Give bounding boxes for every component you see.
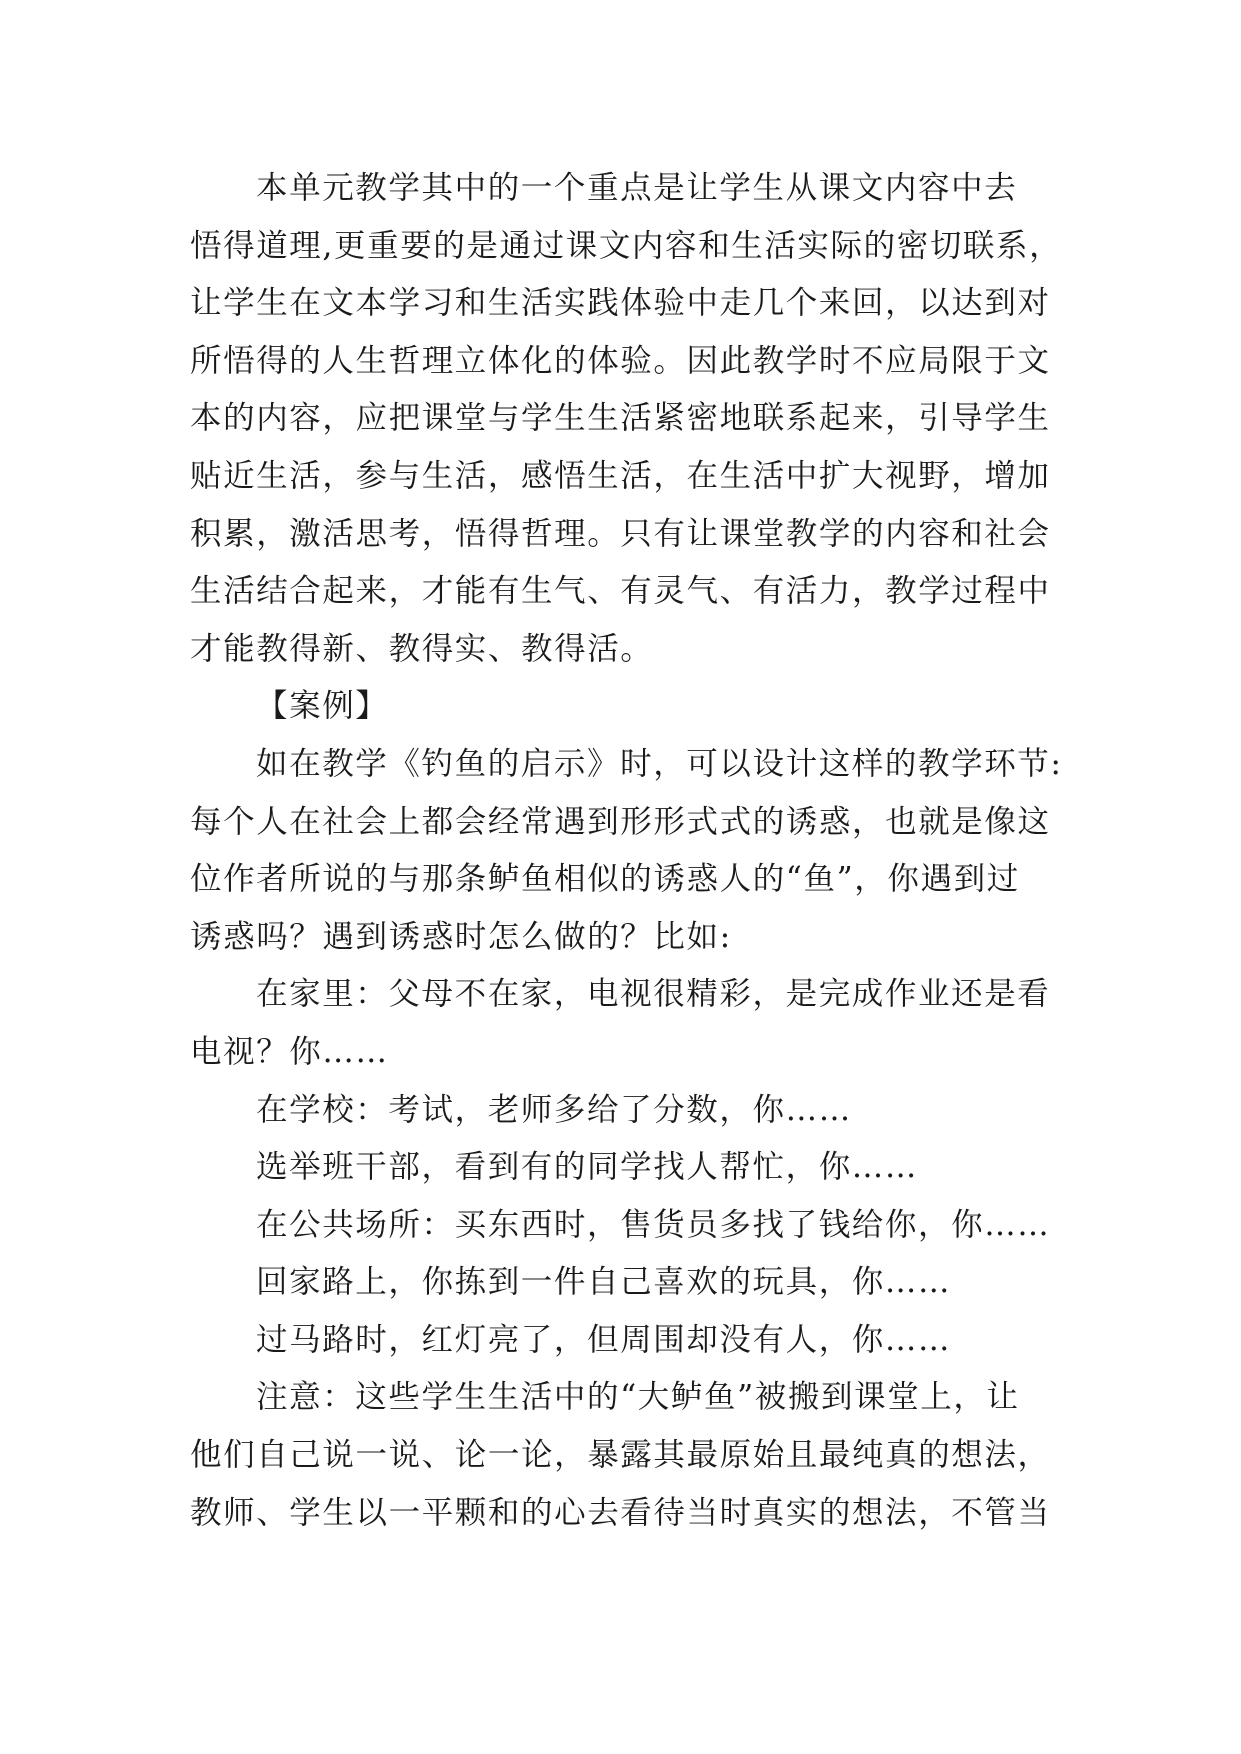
paragraph-line: 悟得道理,更重要的是通过课文内容和生活实际的密切联系， [190, 227, 1063, 264]
example-item-toy: 回家路上，你拣到一件自己喜欢的玩具，你…… [256, 1264, 952, 1301]
paragraph-line: 位作者所说的与那条鲈鱼相似的诱惑人的“鱼”，你遇到过 [190, 861, 1020, 898]
example-item-public-shopping: 在公共场所：买东西时，售货员多找了钱给你，你…… [256, 1206, 1051, 1243]
example-item-red-light: 过马路时，红灯亮了，但周围却没有人，你…… [256, 1321, 952, 1358]
paragraph-line: 在家里：父母不在家，电视很精彩，是完成作业还是看 [256, 976, 1051, 1013]
paragraph-line: 才能教得新、教得实、教得活。 [190, 630, 654, 667]
paragraph-line: 教师、学生以一平颗和的心去看待当时真实的想法，不管当 [190, 1494, 1051, 1531]
paragraph-line: 如在教学《钓鱼的启示》时，可以设计这样的教学环节: [256, 745, 1063, 782]
paragraph-line: 每个人在社会上都会经常遇到形形式式的诱惑，也就是像这 [190, 803, 1051, 840]
paragraph-line: 本单元教学其中的一个重点是让学生从课文内容中去 [256, 170, 1018, 206]
paragraph-line: 诱惑吗？遇到诱惑时怎么做的？比如: [190, 918, 732, 955]
document-body [190, 160, 1070, 1542]
example-item-school-exam: 在学校：考试，老师多给了分数，你…… [256, 1091, 852, 1128]
example-item-class-election: 选举班干部，看到有的同学找人帮忙，你…… [256, 1149, 919, 1186]
paragraph-line: 注意：这些学生生活中的“大鲈鱼”被搬到课堂上，让 [256, 1379, 1020, 1416]
paragraph-line: 电视？你…… [190, 1033, 389, 1070]
paragraph-line: 本的内容，应把课堂与学生生活紧密地联系起来，引导学生 [190, 400, 1051, 437]
paragraph-line: 所悟得的人生哲理立体化的体验。因此教学时不应局限于文 [190, 342, 1051, 379]
case-heading: 【案例】 [256, 688, 389, 725]
paragraph-line: 积累，激活思考，悟得哲理。只有让课堂教学的内容和社会 [190, 515, 1051, 552]
paragraph-line: 让学生在文本学习和生活实践体验中走几个来回，以达到对 [190, 285, 1051, 322]
paragraph-line: 贴近生活，参与生活，感悟生活，在生活中扩大视野，增加 [190, 457, 1051, 494]
paragraph-line: 生活结合起来，才能有生气、有灵气、有活力，教学过程中 [190, 573, 1051, 610]
paragraph-line: 他们自己说一说、论一论，暴露其最原始且最纯真的想法， [190, 1437, 1051, 1474]
